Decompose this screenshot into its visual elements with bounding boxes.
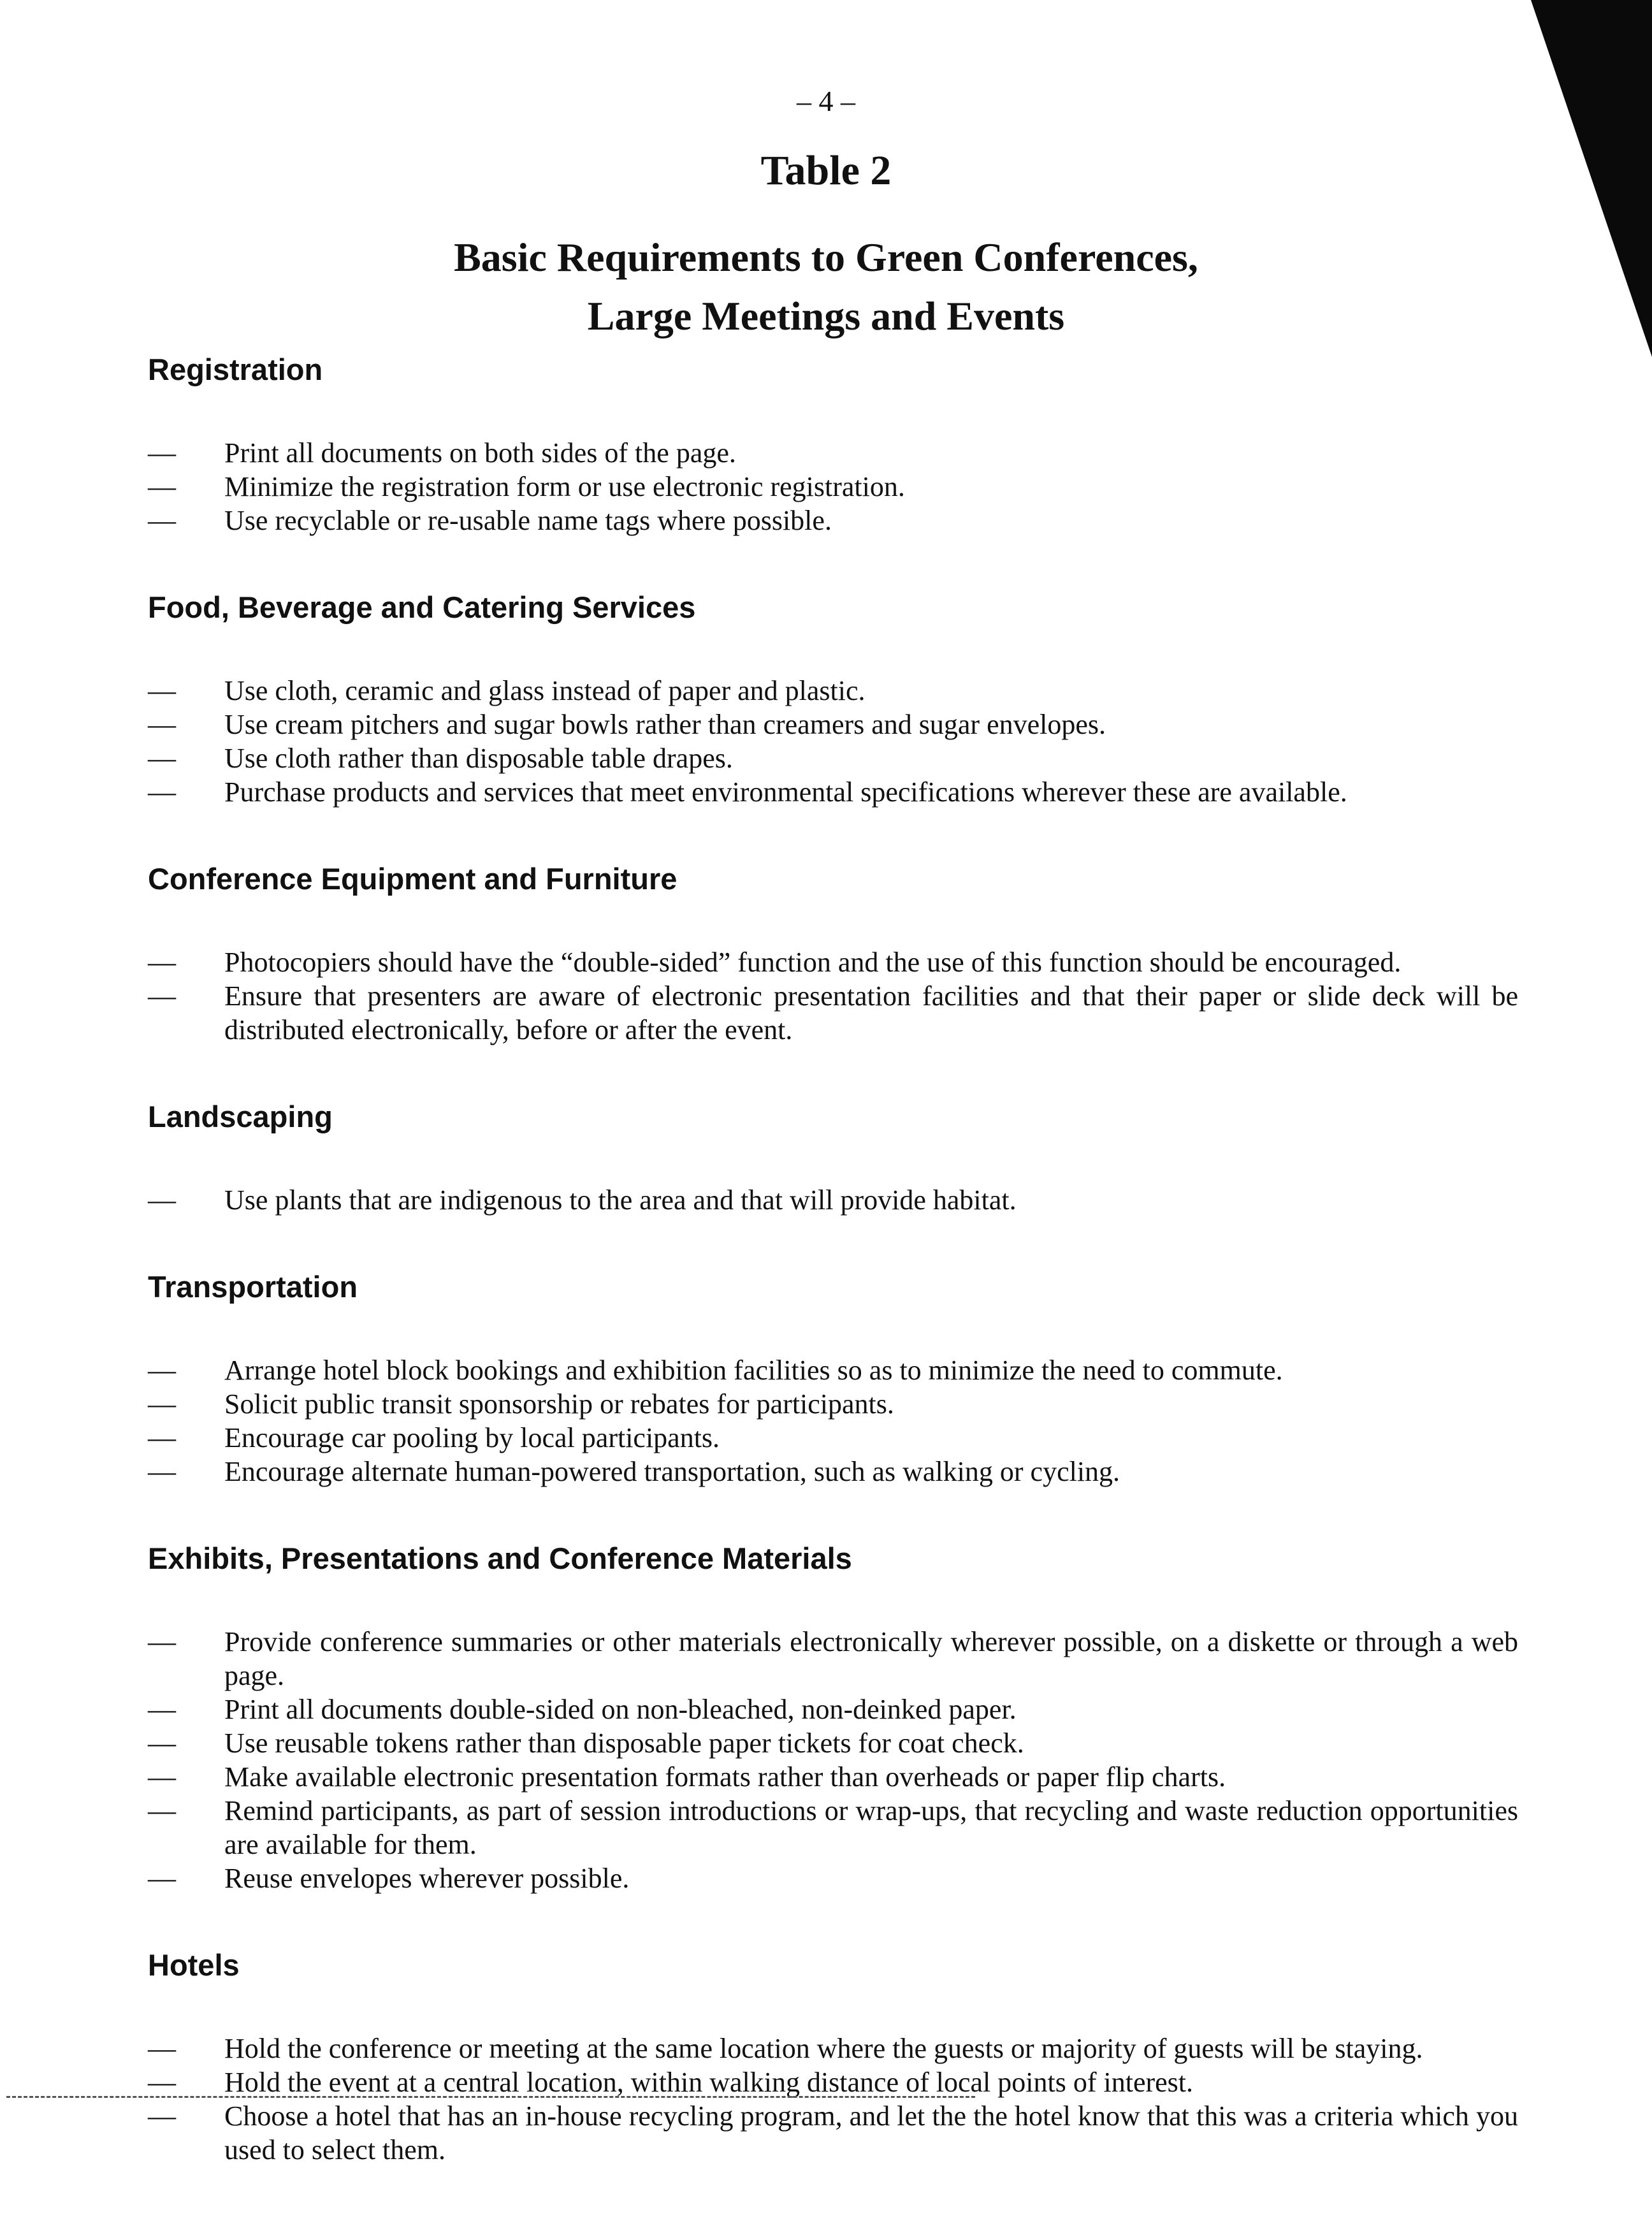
dash-bullet: —	[148, 1422, 176, 1453]
dash-bullet: —	[148, 2100, 176, 2132]
dash-bullet: —	[148, 709, 176, 740]
list-item	[148, 2099, 1518, 2167]
item-text: Use recyclable or re-usable name tags where possible.	[224, 505, 832, 536]
section-heading: Registration	[148, 353, 323, 386]
list-item	[148, 1421, 1518, 1455]
dash-bullet: —	[148, 1694, 176, 1725]
list-item	[148, 436, 1518, 470]
list-item	[148, 2065, 1518, 2099]
dash-bullet: —	[148, 776, 176, 808]
section-heading: Hotels	[148, 1948, 240, 1982]
item-text: Use cloth, ceramic and glass instead of paper and plastic.	[224, 675, 866, 706]
dash-bullet: —	[148, 1728, 176, 1759]
list-item	[148, 1353, 1518, 1387]
dash-bullet: —	[148, 947, 176, 978]
section-equipment-furniture	[148, 861, 1518, 1047]
dash-bullet: —	[148, 1456, 176, 1487]
section-heading: Transportation	[148, 1270, 358, 1304]
item-text: Use plants that are indigenous to the area and that will provide habitat.	[224, 1184, 1017, 1216]
document-title	[0, 228, 1652, 346]
item-text: Hold the event at a central location, within walking distance of local points of interest.	[224, 2067, 1193, 2098]
list-item	[148, 1387, 1518, 1421]
item-text: Arrange hotel block bookings and exhibition facilities so as to minimize the need to commute.	[224, 1355, 1283, 1386]
list-item	[148, 741, 1518, 775]
footer-dashed-rule	[6, 2096, 975, 2098]
item-text: Ensure that presenters are aware of electronic presentation facilities and that their paper or slide deck will be distributed electronically, before or after the event.	[224, 980, 1518, 1045]
list-item	[148, 1183, 1518, 1217]
dash-bullet: —	[148, 1388, 176, 1420]
list-item	[148, 1861, 1518, 1895]
item-text: Minimize the registration form or use electronic registration.	[224, 471, 905, 502]
dash-bullet: —	[148, 437, 176, 469]
dash-bullet: —	[148, 1184, 176, 1216]
item-text: Print all documents double-sided on non-bleached, non-deinked paper.	[224, 1694, 1017, 1725]
dash-bullet: —	[148, 471, 176, 502]
dash-bullet: —	[148, 2033, 176, 2064]
list-item	[148, 1692, 1518, 1726]
dash-bullet: —	[148, 505, 176, 536]
list-item	[148, 979, 1518, 1047]
item-text: Hold the conference or meeting at the same location where the guests or majority of guests will be staying.	[224, 2033, 1423, 2064]
item-text: Purchase products and services that meet environmental specifications wherever these are available.	[224, 776, 1347, 808]
list-item	[148, 1794, 1518, 1861]
item-text: Make available electronic presentation formats rather than overheads or paper flip charts.	[224, 1761, 1226, 1793]
table-label: Table 2	[760, 147, 892, 194]
section-hotels	[148, 1947, 1518, 2167]
item-text: Print all documents on both sides of the page.	[224, 437, 736, 469]
dash-bullet: —	[148, 675, 176, 706]
section-heading: Conference Equipment and Furniture	[148, 862, 677, 896]
dash-bullet: —	[148, 1761, 176, 1793]
list-item	[148, 1760, 1518, 1794]
dash-bullet: —	[148, 1863, 176, 1894]
section-heading: Landscaping	[148, 1100, 333, 1133]
list-item	[148, 945, 1518, 979]
dash-bullet: —	[148, 2067, 176, 2098]
list-item	[148, 1455, 1518, 1488]
section-heading: Food, Beverage and Catering Services	[148, 590, 696, 624]
dash-bullet: —	[148, 1626, 176, 1657]
item-text: Solicit public transit sponsorship or rebates for participants.	[224, 1388, 894, 1420]
section-exhibits-materials	[148, 1541, 1518, 1895]
dash-bullet: —	[148, 1795, 176, 1826]
dash-bullet: —	[148, 743, 176, 774]
item-text: Remind participants, as part of session introductions or wrap-ups, that recycling and waste reduction opportunities are available for them.	[224, 1795, 1518, 1860]
item-text: Provide conference summaries or other materials electronically wherever possible, on a diskette or through a web page.	[224, 1626, 1518, 1691]
list-item	[148, 504, 1518, 537]
section-registration	[148, 352, 1518, 537]
requirements-list	[148, 352, 1518, 2219]
section-transportation	[148, 1269, 1518, 1488]
section-food-beverage	[148, 590, 1518, 809]
list-item	[148, 470, 1518, 504]
dash-bullet: —	[148, 1355, 176, 1386]
page-number: – 4 –	[797, 85, 855, 117]
list-item	[148, 1726, 1518, 1760]
list-item	[148, 2032, 1518, 2065]
item-text: Use cream pitchers and sugar bowls rather than creamers and sugar envelopes.	[224, 709, 1106, 740]
list-item	[148, 674, 1518, 708]
list-item	[148, 775, 1518, 809]
item-text: Photocopiers should have the “double-sided” function and the use of this function should be encouraged.	[224, 947, 1402, 978]
section-landscaping	[148, 1099, 1518, 1217]
dash-bullet: —	[148, 980, 176, 1012]
section-heading: Exhibits, Presentations and Conference Materials	[148, 1541, 852, 1575]
title-line-1: Basic Requirements to Green Conferences,	[454, 235, 1198, 280]
item-text: Choose a hotel that has an in-house recycling program, and let the the hotel know that this was a criteria which you used to select them.	[224, 2100, 1518, 2165]
list-item	[148, 1625, 1518, 1692]
list-item	[148, 708, 1518, 741]
item-text: Encourage alternate human-powered transportation, such as walking or cycling.	[224, 1456, 1120, 1487]
item-text: Reuse envelopes wherever possible.	[224, 1863, 630, 1894]
item-text: Encourage car pooling by local participants.	[224, 1422, 720, 1453]
item-text: Use reusable tokens rather than disposable paper tickets for coat check.	[224, 1728, 1024, 1759]
title-line-2: Large Meetings and Events	[587, 293, 1065, 338]
item-text: Use cloth rather than disposable table drapes.	[224, 743, 733, 774]
